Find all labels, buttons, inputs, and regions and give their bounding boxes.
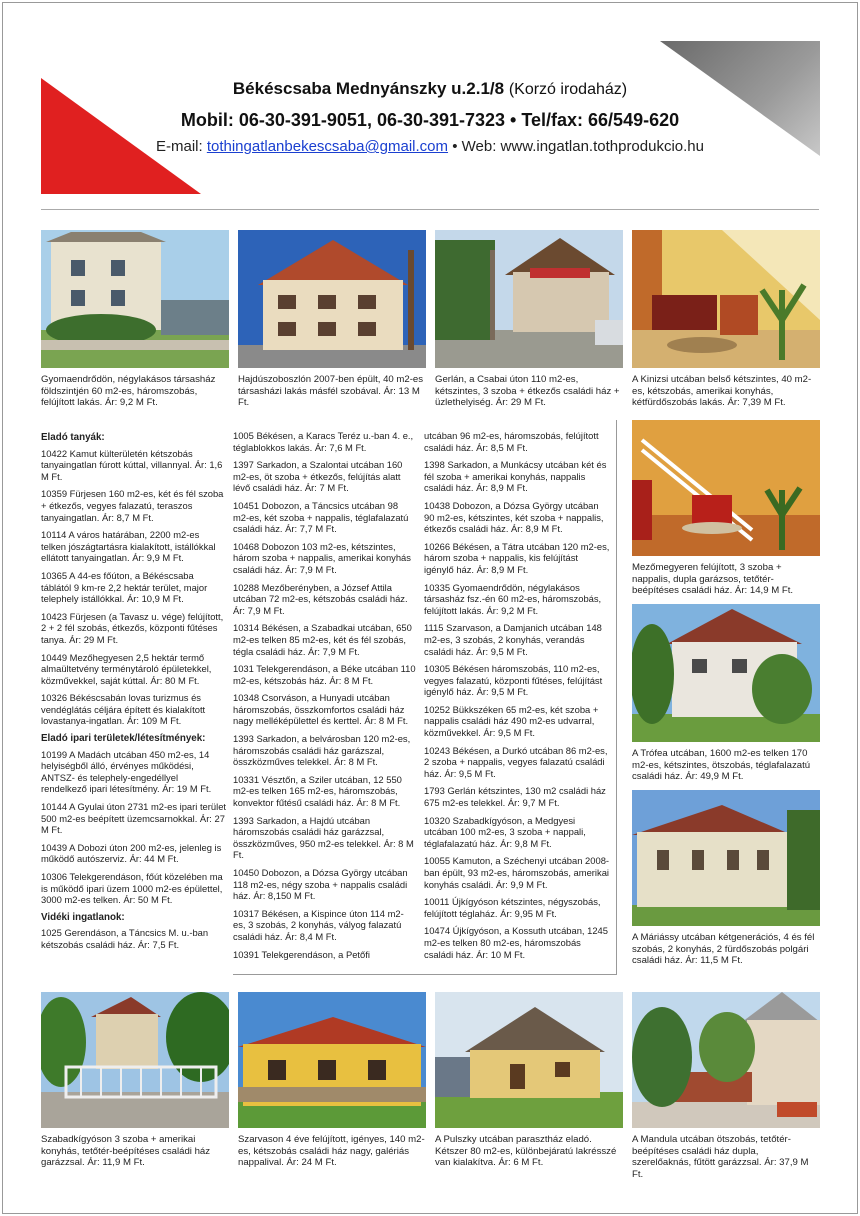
listing-item: 10365 A 44-es főúton, a Békéscsaba táblától 9 km-re 2,2 hektár terület, major telephely istállókkal. Ár: 10,9 M Ft. — [41, 569, 208, 605]
listing-item: 10451 Dobozon, a Táncsics utcában 98 m2-es, két szoba + nappalis, téglafalazatú családi ház. Ár: 7,7 M Ft. — [233, 499, 409, 535]
listing-item: 10320 Szabadkígyóson, a Medgyesi utcában 100 m2-es, 3 szoba + nappali, téglafalazatú ház. Ár: 9,8 M Ft. — [424, 814, 586, 849]
listing-item: 10305 Békésen háromszobás, 110 m2-es, vegyes falazatú, központi fűtéses, felújítást igénylő ház. Ár: 9,5 M Ft. — [424, 663, 603, 698]
listing-item: 10423 Fürjesen (a Tavasz u. vége) felújított, 2 + 2 fél szobás, étkezős, központi fűtéses tanya. Ár: 29 M Ft. — [41, 610, 224, 645]
listing-item: 10335 Gyomaendrődön, négylakásos társasház fsz.-én 60 m2-es, háromszobás, felújított lakás. Ár: 9,2 M Ft. — [424, 581, 602, 616]
listing-column-3 — [424, 430, 610, 966]
listing-item: 1031 Telekgerendáson, a Béke utcában 110 m2-es, kétszobás ház. Ár: 8 M Ft. — [233, 663, 416, 686]
listing-item: 10266 Békésen, a Tátra utcában 120 m2-es, három szoba + nappalis, kis felújítást igénylő ház. Ár: 8,9 M Ft. — [424, 540, 610, 575]
listing-item: 1397 Sarkadon, a Szalontai utcában 160 m2-es, öt szoba + étkezős, felújítás alatt lévő családi ház. Ár: 7 M Ft. — [233, 459, 403, 494]
listing-photo — [632, 604, 820, 742]
listing-item: 10314 Békésen, a Szabadkai utcában, 650 m2-es telken 85 m2-es, két és fél szobás, tégla családi ház. Ár: 7,9 M Ft. — [233, 622, 412, 657]
listing-photo — [632, 420, 820, 556]
listing-item: 10199 A Madách utcában 450 m2-es, 14 helyiségből álló, érvényes működési, ANTSZ- és telephely-engedéllyel rendelkező ipari létesítmény. Ár: 19 M Ft. — [41, 748, 212, 795]
listing-caption: Hajdúszoboszlón 2007-ben épült, 40 m2-es társasházi lakás másfél szobával. Ár: 13 M Ft. — [238, 374, 424, 408]
listing-item: 10326 Békéscsabán lovas turizmus és vendéglátás céljára épített és kialakított lovastanya-ingatlan. Ár: 109 M Ft. — [41, 692, 206, 727]
listing-photo — [41, 230, 229, 368]
listing-item: 10243 Békésen, a Durkó utcában 86 m2-es, 2 szoba + nappalis, vegyes falazatú családi ház. Ár: 9,5 M Ft. — [424, 744, 608, 779]
listing-item: 1393 Sarkadon, a belvárosban 120 m2-es, háromszobás családi ház garázszal, összközműves telekkel. Ár: 8 M Ft. — [233, 733, 411, 768]
listing-photo — [41, 992, 229, 1128]
listing-item: 1025 Gerendáson, a Táncsics M. u.-ban kétszobás családi ház. Ár: 7,5 Ft. — [41, 927, 209, 950]
agency-address — [0, 78, 860, 101]
listing-item: utcában 96 m2-es, háromszobás, felújított családi ház. Ár: 8,5 M Ft. — [424, 430, 599, 453]
listing-caption: Gerlán, a Csabai úton 110 m2-es, kétszintes, 3 szoba + étkezős családi ház + üzlethelyiség. Ár: 29 M Ft. — [435, 374, 620, 408]
listing-photo — [632, 992, 820, 1128]
listing-item: 1393 Sarkadon, a Hajdú utcában háromszobás családi ház garázzsal, összközműves, 950 m2-es telekkel. Ár: 8 M Ft. — [233, 814, 414, 861]
listing-item: 10359 Fürjesen 160 m2-es, két és fél szoba + étkezős, vegyes falazatú, teraszos tanyaingatlan. Ár: 8,7 M Ft. — [41, 488, 224, 523]
listing-photo — [632, 230, 820, 368]
address-note: (Korzó irodaház) — [508, 81, 628, 98]
section-heading-industrial: Eladó ipari területek/létesítmények: — [41, 733, 206, 745]
listing-item: 10468 Dobozon 103 m2-es, kétszintes, három szoba + nappalis, amerikai konyhás családi ház. Ár: 7,9 M Ft. — [233, 540, 411, 575]
contact-line — [0, 137, 860, 157]
listing-photo — [632, 790, 820, 926]
listing-item: 1398 Sarkadon, a Munkácsy utcában két és fél szoba + amerikai konyhás, nappalis családi ház. Ár: 8,9 M Ft. — [424, 459, 607, 494]
phone-line: Mobil: 06-30-391-9051, 06-30-391-7323 • Tel/fax: 66/549-620 — [180, 110, 680, 130]
listing-caption: A Pulszky utcában parasztház eladó. Kétszer 80 m2-es, különbejáratú lakrésszé van kialakítva. Ár: 6 M Ft. — [435, 1134, 617, 1168]
section-heading-rural: Vidéki ingatlanok: — [41, 911, 125, 923]
listing-item: 10348 Csorváson, a Hunyadi utcában háromszobás, összkomfortos családi ház nagy melléképülettel és kerttel. Ár: 8 M Ft. — [233, 692, 409, 727]
listing-item: 10252 Bükkszéken 65 m2-es, két szoba + nappalis családi ház 490 m2-es udvarral, közművekkel. Ár: 9,5 M Ft. — [424, 703, 599, 739]
listing-caption: A Kinizsi utcában belső kétszintes, 40 m2-es, kétszobás, amerikai konyhás, kétfürdőszobás lakás. Ár: 7,39 M Ft. — [632, 374, 812, 408]
listing-item: 10144 A Gyulai úton 2731 m2-es ipari terület 500 m2-es beépített üzemcsarnokkal. Ár: 27 M Ft. — [41, 801, 227, 836]
listing-item: 10391 Telekgerendáson, a Petőfi — [233, 948, 370, 960]
listing-caption: Mezőmegyeren felújított, 3 szoba + nappalis, dupla garázsos, tetőtér-beépítéses családi ház. Ár: 14,9 M Ft. — [632, 562, 794, 596]
listing-photo — [238, 230, 426, 368]
listing-photo — [435, 230, 623, 368]
listing-item: 10449 Mezőhegyesen 2,5 hektár termő almaültetvény terménytároló épületekkel, közművekkel, saját kúttal. Ár: 80 M Ft. — [41, 651, 212, 686]
listing-photo — [435, 992, 623, 1128]
listing-column-1 — [41, 430, 226, 957]
listing-item: 1793 Gerlán kétszintes, 130 m2 családi ház 675 m2-es telekkel. Ár: 9,7 M Ft. — [424, 785, 606, 809]
listing-item: 10450 Dobozon, a Dózsa György utcában 118 m2-es, négy szoba + nappalis családi ház. Ár: 8,150 M Ft. — [233, 867, 408, 902]
listing-caption: A Trófea utcában, 1600 m2-es telken 170 m2-es, kétszintes, ötszobás, téglafalazatú családi ház. Ár: 49,9 M Ft. — [632, 748, 811, 782]
listing-caption: A Máriássy utcában kétgenerációs, 4 és fél szobás, 2 konyhás, 2 fürdőszobás polgári családi ház. Ár: 11,5 M Ft. — [632, 932, 815, 966]
address-text: Békéscsaba Mednyánszky u.2.1/8 — [232, 79, 505, 98]
listing-item: 1005 Békésen, a Karacs Teréz u.-ban 4. e., téglablokkos lakás. Ár: 7,6 M Ft. — [233, 430, 414, 453]
listing-item: 10288 Mezőberényben, a József Attila utcában 72 m2-es, kétszobás családi ház. Ár: 7,9 M Ft. — [233, 581, 408, 616]
listing-item: 10438 Dobozon, a Dózsa György utcában 90 m2-es, kétszintes, két szoba + nappalis, étkezős családi ház. Ár: 8,9 M Ft. — [424, 499, 604, 535]
listing-item: 10331 Vésztőn, a Sziler utcában, 12 550 m2-es telken 165 m2-es, háromszobás, konvektor fűtésű családi ház. Ár: 8 M Ft. — [233, 773, 402, 809]
agency-header — [0, 78, 860, 157]
web-text: • Web: www.ingatlan.tothprodukcio.hu — [452, 138, 704, 155]
section-heading-farms: Eladó tanyák: — [41, 432, 105, 443]
listing-caption: Gyomaendrődön, négylakásos társasház földszintjén 60 m2-es, háromszobás, felújított lakás. Ár: 9,2 M Ft. — [41, 374, 216, 408]
listing-caption: Szarvason 4 éve felújított, igényes, 140 m2-es, kétszobás családi ház nagy, galériás nappalival. Ár: 24 M Ft. — [238, 1134, 425, 1168]
listing-item: 10306 Telekgerendáson, főút közelében ma is működő ipari üzem 1000 m2-es épülettel, 3000 m2-es telken. Ár: 50 M Ft. — [41, 871, 223, 906]
listing-item: 1115 Szarvason, a Damjanich utcában 148 m2-es, 3 szobás, 2 konyhás, verandás családi ház. Ár: 9,5 M Ft. — [424, 622, 602, 657]
email-link[interactable]: tothingatlanbekescsaba@gmail.com — [206, 138, 449, 155]
listing-item: 10055 Kamuton, a Széchenyi utcában 2008-ban épült, 93 m2-es, háromszobás, amerikai konyhás családi. Ár: 9,9 M Ft. — [424, 855, 610, 890]
listing-caption: A Mandula utcában ötszobás, tetőtér-beépítéses családi ház dupla, szerelőaknás, fűtött garázzsal. Ár: 37,9 M Ft. — [632, 1134, 809, 1180]
listing-caption: Szabadkígyóson 3 szoba + amerikai konyhás, tetőtér-beépítéses családi ház garázzsal. Ár: 11,9 M Ft. — [41, 1134, 211, 1168]
listing-item: 10114 A város határában, 2200 m2-es telken jószágtartásra kialakított, istállókkal ellátott tanyaingatlan. Ár: 9,9 M Ft. — [41, 529, 216, 564]
listing-item: 10439 A Dobozi úton 200 m2-es, jelenleg is működő autószerviz. Ár: 44 M Ft. — [41, 841, 222, 865]
listing-item: 10317 Békésen, a Kispince úton 114 m2-es, 3 szobás, 2 konyhás, vályog falazatú családi ház. Ár: 8,4 M Ft. — [233, 907, 404, 942]
listing-item: 10474 Újkígyóson, a Kossuth utcában, 1245 m2-es telken 80 m2-es, háromszobás családi ház. Ár: 10 M Ft. — [424, 925, 608, 960]
email-label: E-mail: — [155, 138, 203, 155]
listing-item: 10422 Kamut külterületén kétszobás tanyaingatlan fúrott kúttal, villannyal. Ár: 1,6 M Ft. — [41, 447, 223, 482]
listing-photo — [238, 992, 426, 1128]
listing-item: 10011 Újkígyóson kétszintes, négyszobás, felújított téglaház. Ár: 9,95 M Ft. — [424, 896, 601, 919]
header-divider — [41, 209, 819, 210]
listing-column-2 — [233, 430, 416, 966]
